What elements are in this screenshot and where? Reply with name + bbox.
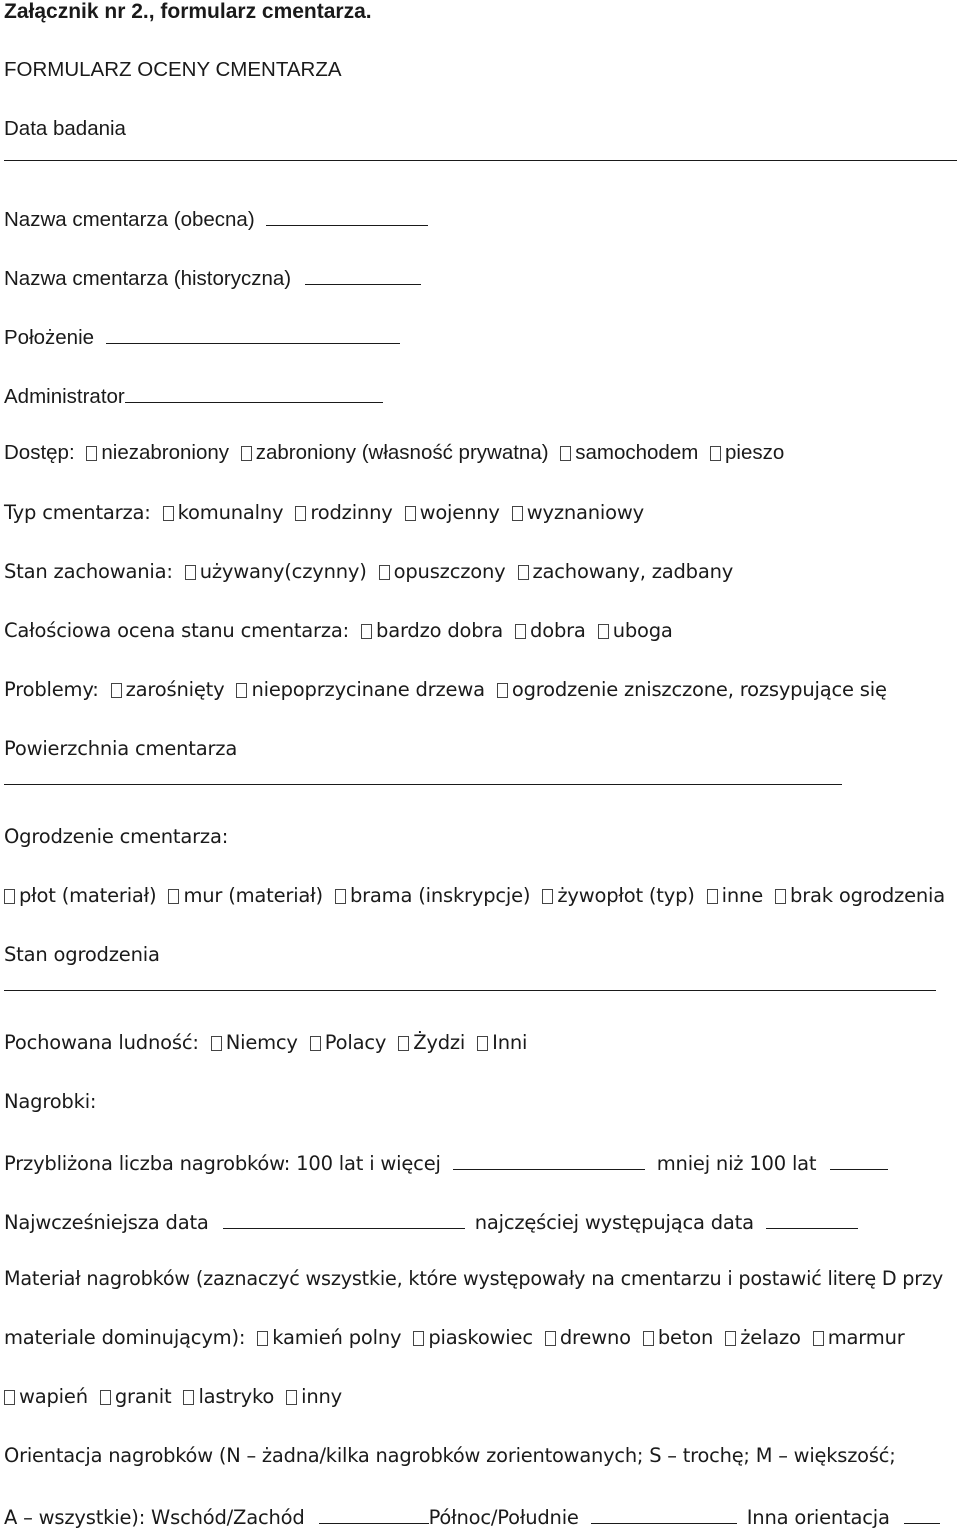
orientation-ns-field[interactable]: [591, 1503, 737, 1524]
access-option: niezabroniony: [101, 441, 230, 464]
orientation-ew-label: A – wszystkie): Wschód/Zachód: [4, 1506, 305, 1529]
access-option: zabroniony (własność prywatna): [255, 441, 549, 464]
access-label: Dostęp:: [4, 441, 75, 464]
overall-row: [4, 619, 673, 643]
material-option: piaskowiec: [428, 1326, 533, 1349]
access-row: [4, 441, 784, 465]
less-than-label: mniej niż 100 lat: [656, 1152, 817, 1175]
buried-row: [4, 1031, 527, 1055]
earliest-label: Najwcześniejsza data: [4, 1211, 209, 1234]
type-option: wyznaniowy: [526, 501, 644, 524]
material-checkbox[interactable]: [725, 1331, 736, 1346]
fence-option: inne: [721, 884, 764, 907]
fence-checkbox[interactable]: [707, 889, 718, 904]
material-option: żelazo: [740, 1326, 801, 1349]
name-current-row: [4, 205, 428, 232]
fence-state-field[interactable]: [4, 990, 936, 991]
approx-count-label: Przybliżona liczba nagrobków: 100 lat i więcej: [4, 1152, 441, 1175]
name-historic-label: Nazwa cmentarza (historyczna): [4, 267, 292, 290]
material-checkbox[interactable]: [183, 1390, 194, 1405]
fence-state-label: Stan ogrodzenia: [4, 943, 160, 966]
material-checkbox[interactable]: [286, 1390, 297, 1405]
dates-row: [4, 1208, 858, 1235]
problems-label: Problemy:: [4, 678, 99, 701]
material-checkbox[interactable]: [257, 1331, 268, 1346]
buried-checkbox[interactable]: [398, 1036, 409, 1051]
type-option: rodzinny: [310, 501, 393, 524]
buried-checkbox[interactable]: [477, 1036, 488, 1051]
preservation-option: opuszczony: [393, 560, 506, 583]
problems-checkbox[interactable]: [111, 683, 122, 698]
material-label: materiale dominującym):: [4, 1326, 246, 1349]
material-option: inny: [301, 1385, 342, 1408]
type-option: wojenny: [419, 501, 500, 524]
buried-label: Pochowana ludność:: [4, 1031, 199, 1054]
form-title: FORMULARZ OCENY CMENTARZA: [4, 58, 342, 81]
fence-checkbox[interactable]: [4, 889, 15, 904]
material-option: granit: [114, 1385, 172, 1408]
problems-option: ogrodzenie zniszczone, rozsypujące się: [511, 678, 887, 701]
common-label: najczęściej występująca data: [474, 1211, 754, 1234]
area-label: Powierzchnia cmentarza: [4, 737, 238, 760]
name-current-label: Nazwa cmentarza (obecna): [4, 208, 255, 231]
problems-checkbox[interactable]: [236, 683, 247, 698]
fence-checkbox[interactable]: [168, 889, 179, 904]
area-field[interactable]: [4, 784, 842, 785]
access-checkbox[interactable]: [86, 446, 97, 461]
count-row: [4, 1149, 888, 1176]
type-option: komunalny: [177, 501, 284, 524]
overall-option: bardzo dobra: [376, 619, 504, 642]
fence-checkbox[interactable]: [335, 889, 346, 904]
overall-checkbox[interactable]: [361, 624, 372, 639]
access-option: samochodem: [575, 441, 699, 464]
material-line1: Materiał nagrobków (zaznaczyć wszystkie, które występowały na cmentarzu i postawić literę D przy: [4, 1267, 943, 1290]
preservation-row: [4, 560, 733, 584]
preservation-checkbox[interactable]: [379, 565, 390, 580]
preservation-option: zachowany, zadbany: [532, 560, 734, 583]
type-checkbox[interactable]: [405, 506, 416, 521]
type-checkbox[interactable]: [512, 506, 523, 521]
orientation-row: [4, 1503, 940, 1530]
overall-option: dobra: [530, 619, 586, 642]
access-checkbox[interactable]: [710, 446, 721, 461]
material-option: kamień polny: [272, 1326, 402, 1349]
material-option: drewno: [559, 1326, 631, 1349]
material-checkbox[interactable]: [545, 1331, 556, 1346]
orientation-other-field[interactable]: [904, 1503, 940, 1524]
fence-label: Ogrodzenie cmentarza:: [4, 825, 229, 848]
material-option: wapień: [19, 1385, 88, 1408]
preservation-checkbox[interactable]: [185, 565, 196, 580]
fence-option: płot (materiał): [19, 884, 157, 907]
location-field[interactable]: [106, 323, 400, 344]
overall-option: uboga: [612, 619, 673, 642]
buried-option: Inni: [492, 1031, 528, 1054]
orientation-other-label: Inna orientacja: [746, 1506, 890, 1529]
tombstones-label: Nagrobki:: [4, 1090, 97, 1113]
location-label: Położenie: [4, 326, 95, 349]
fence-option: mur (materiał): [183, 884, 323, 907]
administrator-row: [4, 382, 383, 409]
buried-option: Żydzi: [413, 1031, 466, 1054]
material-checkbox[interactable]: [4, 1390, 15, 1405]
orientation-line1: Orientacja nagrobków (N – żadna/kilka nagrobków zorientowanych; S – trochę; M – większość;: [4, 1444, 896, 1467]
fence-option: brama (inskrypcje): [349, 884, 531, 907]
orientation-ew-field[interactable]: [319, 1503, 429, 1524]
material-checkbox[interactable]: [643, 1331, 654, 1346]
problems-option: zarośnięty: [125, 678, 225, 701]
earliest-field[interactable]: [223, 1208, 465, 1229]
material-row-a: [4, 1326, 905, 1350]
count-100-plus-field[interactable]: [453, 1149, 645, 1170]
buried-checkbox[interactable]: [310, 1036, 321, 1051]
fence-option: żywopłot (typ): [557, 884, 695, 907]
problems-option: niepoprzycinane drzewa: [251, 678, 485, 701]
preservation-label: Stan zachowania:: [4, 560, 173, 583]
name-current-field[interactable]: [266, 205, 428, 226]
administrator-field[interactable]: [125, 382, 383, 403]
buried-option: Polacy: [324, 1031, 387, 1054]
date-label: Data badania: [4, 117, 126, 140]
preservation-checkbox[interactable]: [518, 565, 529, 580]
date-field[interactable]: [4, 160, 957, 161]
material-checkbox[interactable]: [100, 1390, 111, 1405]
document-title: Załącznik nr 2., formularz cmentarza.: [4, 0, 372, 23]
material-option: lastryko: [198, 1385, 275, 1408]
type-checkbox[interactable]: [295, 506, 306, 521]
buried-checkbox[interactable]: [211, 1036, 222, 1051]
fence-options-row: [4, 884, 945, 908]
overall-label: Całościowa ocena stanu cmentarza:: [4, 619, 350, 642]
administrator-label: Administrator: [4, 385, 125, 408]
type-checkbox[interactable]: [163, 506, 174, 521]
material-option: beton: [657, 1326, 714, 1349]
problems-row: [4, 678, 887, 702]
material-option: marmur: [827, 1326, 905, 1349]
access-option: pieszo: [725, 441, 785, 464]
material-checkbox[interactable]: [813, 1331, 824, 1346]
count-less-field[interactable]: [830, 1149, 888, 1170]
cemetery-type-label: Typ cmentarza:: [4, 501, 151, 524]
common-field[interactable]: [766, 1208, 858, 1229]
preservation-option: używany(czynny): [199, 560, 367, 583]
problems-checkbox[interactable]: [497, 683, 508, 698]
material-checkbox[interactable]: [413, 1331, 424, 1346]
overall-checkbox[interactable]: [515, 624, 526, 639]
access-checkbox[interactable]: [241, 446, 252, 461]
name-historic-row: [4, 264, 421, 291]
access-checkbox[interactable]: [560, 446, 571, 461]
material-row-b: [4, 1385, 342, 1409]
overall-checkbox[interactable]: [598, 624, 609, 639]
orientation-ns-label: Północ/Południe: [428, 1506, 579, 1529]
location-row: [4, 323, 400, 350]
cemetery-type-row: [4, 501, 644, 525]
name-historic-field[interactable]: [305, 264, 421, 285]
fence-checkbox[interactable]: [542, 889, 553, 904]
fence-option: brak ogrodzenia: [790, 884, 946, 907]
fence-checkbox[interactable]: [775, 889, 786, 904]
buried-option: Niemcy: [225, 1031, 298, 1054]
